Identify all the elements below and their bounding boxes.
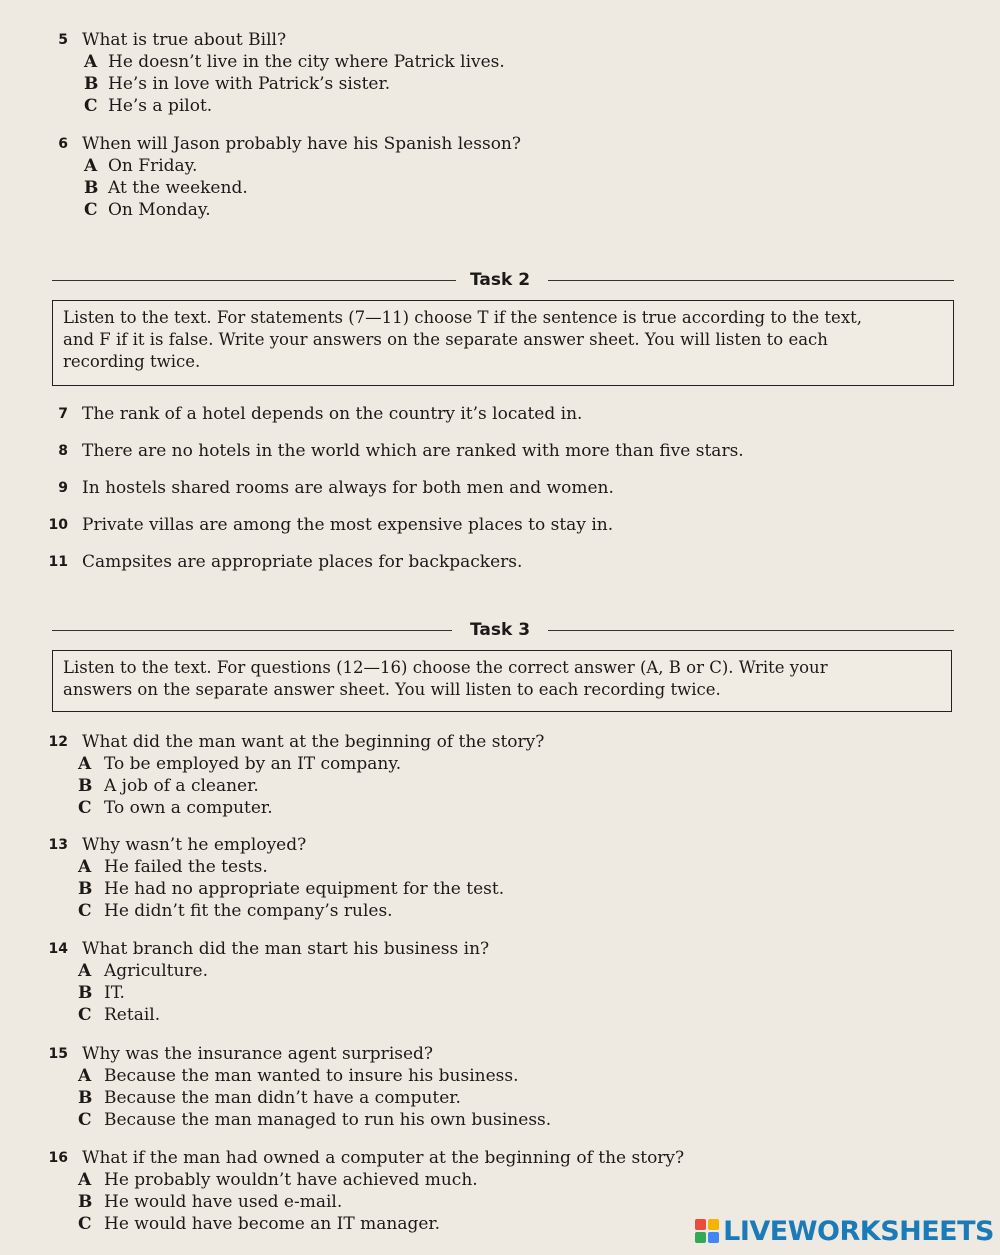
option-a[interactable] xyxy=(0,1169,960,1191)
statement-text: Private villas are among the most expensive places to stay in. xyxy=(82,515,614,535)
question-number: 14 xyxy=(48,941,68,957)
option-c[interactable] xyxy=(0,1109,960,1131)
question-text: Why was the insurance agent surprised? xyxy=(82,1044,434,1064)
option-letter: A xyxy=(84,156,98,176)
option-text: Retail. xyxy=(104,1005,161,1025)
option-letter: B xyxy=(78,983,93,1003)
instruction-line: answers on the separate answer sheet. You will listen to each recording twice. xyxy=(63,680,721,699)
option-a[interactable] xyxy=(0,753,960,775)
option-letter: A xyxy=(78,754,92,774)
option-c[interactable] xyxy=(0,900,960,922)
question-text: Why wasn’t he employed? xyxy=(82,835,307,855)
option-b[interactable] xyxy=(0,1191,960,1213)
option-letter: C xyxy=(78,1110,92,1130)
option-text: On Friday. xyxy=(108,156,198,176)
question-number: 15 xyxy=(48,1046,68,1062)
option-b[interactable] xyxy=(0,878,960,900)
task-title: Task 2 xyxy=(469,270,531,290)
question-number: 6 xyxy=(58,136,68,152)
option-text: He probably wouldn’t have achieved much. xyxy=(104,1170,478,1190)
question-6 xyxy=(0,133,960,221)
option-text: On Monday. xyxy=(108,200,211,220)
divider xyxy=(548,280,954,281)
option-letter: C xyxy=(84,200,98,220)
statement-text: Campsites are appropriate places for backpackers. xyxy=(82,552,523,572)
option-c[interactable] xyxy=(0,1004,960,1026)
statement-text: There are no hotels in the world which are ranked with more than five stars. xyxy=(82,441,744,461)
statement-number: 8 xyxy=(58,443,68,459)
statement-number: 7 xyxy=(58,406,68,422)
question-12 xyxy=(0,731,960,819)
liveworksheets-logo xyxy=(695,1213,994,1249)
option-letter: A xyxy=(78,961,92,981)
question-14 xyxy=(0,938,960,1026)
option-b[interactable] xyxy=(0,982,960,1004)
task-3-instructions xyxy=(52,650,952,712)
option-text: He would have used e-mail. xyxy=(104,1192,343,1212)
option-letter: C xyxy=(78,798,92,818)
statement-number: 9 xyxy=(58,480,68,496)
option-text: To own a computer. xyxy=(104,798,273,818)
statement-number: 11 xyxy=(48,554,68,570)
option-letter: B xyxy=(78,776,93,796)
question-text: What if the man had owned a computer at the beginning of the story? xyxy=(82,1148,685,1168)
option-letter: C xyxy=(78,901,92,921)
option-a[interactable] xyxy=(0,51,960,73)
option-a[interactable] xyxy=(0,856,960,878)
option-letter: B xyxy=(78,879,93,899)
instruction-line: recording twice. xyxy=(63,352,201,371)
option-b[interactable] xyxy=(0,1087,960,1109)
option-c[interactable] xyxy=(0,199,960,221)
option-text: He would have become an IT manager. xyxy=(104,1214,441,1234)
question-13 xyxy=(0,834,960,922)
option-a[interactable] xyxy=(0,1065,960,1087)
statement-text: The rank of a hotel depends on the country it’s located in. xyxy=(82,404,583,424)
question-number: 13 xyxy=(48,837,68,853)
question-text: What did the man want at the beginning of the story? xyxy=(82,732,545,752)
option-c[interactable] xyxy=(0,797,960,819)
question-number: 16 xyxy=(48,1150,68,1166)
option-letter: C xyxy=(78,1005,92,1025)
option-text: Agriculture. xyxy=(104,961,209,981)
option-c[interactable] xyxy=(0,95,960,117)
option-letter: B xyxy=(84,74,99,94)
option-b[interactable] xyxy=(0,775,960,797)
option-letter: B xyxy=(84,178,99,198)
option-text: To be employed by an IT company. xyxy=(104,754,402,774)
question-text: When will Jason probably have his Spanish lesson? xyxy=(82,134,521,154)
option-letter: B xyxy=(78,1192,93,1212)
option-letter: A xyxy=(78,1170,92,1190)
option-text: Because the man managed to run his own business. xyxy=(104,1110,552,1130)
logo-text: LIVEWORKSHEETS xyxy=(723,1215,994,1247)
option-letter: C xyxy=(84,96,98,116)
instruction-line: Listen to the text. For questions (12—16) choose the correct answer (A, B or C). Write your xyxy=(63,658,828,677)
task-title: Task 3 xyxy=(469,620,531,640)
option-letter: A xyxy=(78,1066,92,1086)
question-15 xyxy=(0,1043,960,1131)
option-text: He had no appropriate equipment for the test. xyxy=(104,879,505,899)
option-text: Because the man wanted to insure his business. xyxy=(104,1066,519,1086)
option-text: Because the man didn’t have a computer. xyxy=(104,1088,461,1108)
task-3-heading xyxy=(0,618,1000,642)
divider xyxy=(548,630,954,631)
option-text: He’s in love with Patrick’s sister. xyxy=(108,74,391,94)
option-text: He failed the tests. xyxy=(104,857,268,877)
logo-mark-icon xyxy=(695,1219,719,1243)
option-letter: B xyxy=(78,1088,93,1108)
option-letter: A xyxy=(78,857,92,877)
question-number: 12 xyxy=(48,734,68,750)
question-5 xyxy=(0,29,960,117)
option-text: He doesn’t live in the city where Patrick lives. xyxy=(108,52,505,72)
option-text: He’s a pilot. xyxy=(108,96,213,116)
option-text: A job of a cleaner. xyxy=(104,776,259,796)
option-b[interactable] xyxy=(0,177,960,199)
option-a[interactable] xyxy=(0,960,960,982)
option-text: He didn’t fit the company’s rules. xyxy=(104,901,393,921)
instruction-line: Listen to the text. For statements (7—11) choose T if the sentence is true according to the text, xyxy=(63,308,863,327)
option-letter: A xyxy=(84,52,98,72)
question-text: What is true about Bill? xyxy=(82,30,287,50)
task-2-instructions xyxy=(52,300,954,386)
statement-number: 10 xyxy=(48,517,68,533)
instruction-line: and F if it is false. Write your answers on the separate answer sheet. You will listen to each xyxy=(63,330,828,349)
option-a[interactable] xyxy=(0,155,960,177)
statement-text: In hostels shared rooms are always for both men and women. xyxy=(82,478,614,498)
option-text: IT. xyxy=(104,983,125,1003)
option-b[interactable] xyxy=(0,73,960,95)
task-2-heading xyxy=(0,268,1000,292)
question-text: What branch did the man start his business in? xyxy=(82,939,490,959)
question-number: 5 xyxy=(58,32,68,48)
option-text: At the weekend. xyxy=(108,178,248,198)
option-letter: C xyxy=(78,1214,92,1234)
